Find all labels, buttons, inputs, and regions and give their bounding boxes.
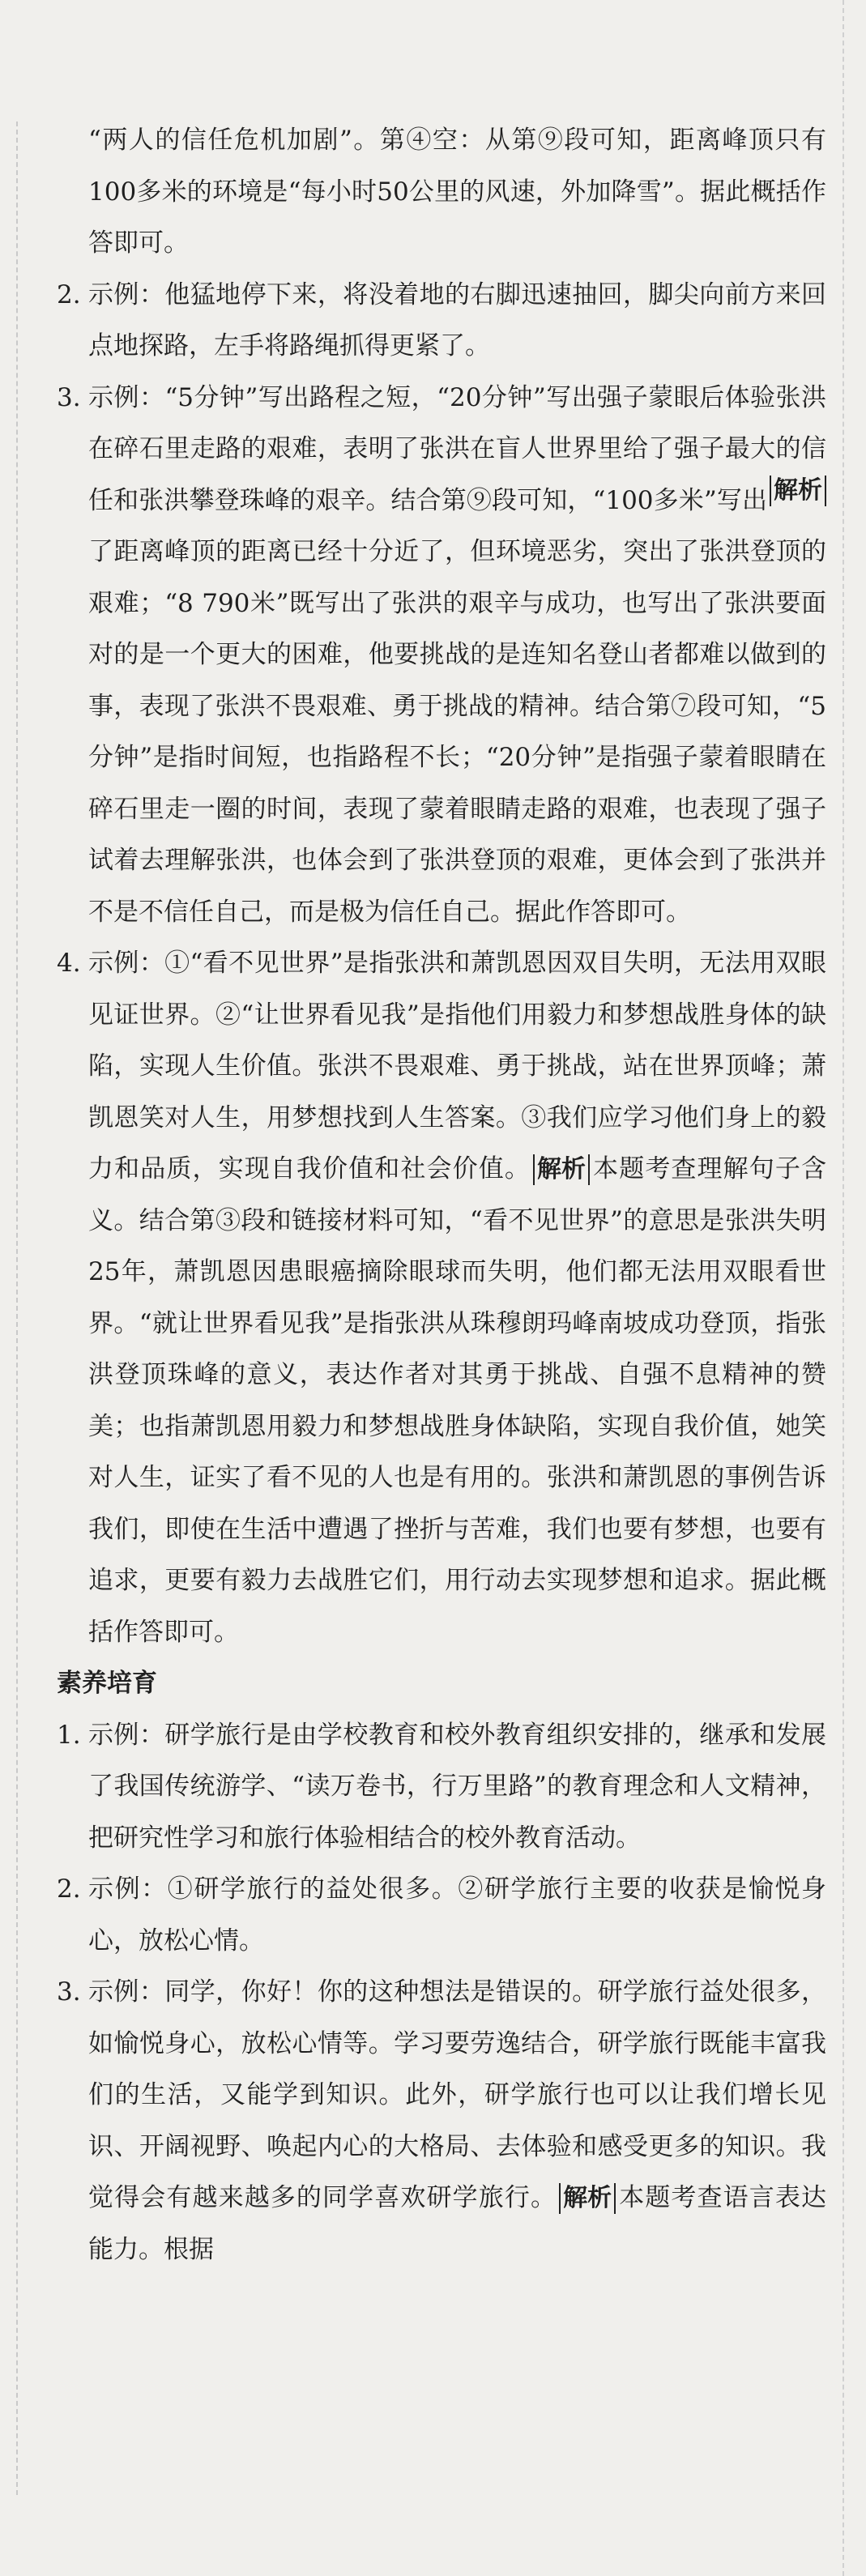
answer-item-4 xyxy=(57,938,826,1658)
item-text: 示例：同学，你好！你的这种想法是错误的。研学旅行益处很多，如愉悦身心，放松心情等。学习要劳逸结合，研学旅行既能丰富我们的生活，又能学到知识。此外，研学旅行也可以让我们增长见识、开阔视野、唤起内心的大格局、去体验和感受更多的知识。我觉得会有越来越多的同学喜欢研学旅行。 xyxy=(88,1977,826,2212)
item-text: 示例：“5分钟”写出路程之短，“20分钟”写出强子蒙眼后体验张洪在碎石里走路的艰难，表明了张洪在盲人世界里给了强子最大的信任和张洪攀登珠峰的艰辛。 xyxy=(88,382,826,515)
analysis-tag: 解析 xyxy=(559,2183,616,2214)
analysis-tag: 解析 xyxy=(770,476,826,506)
answer-item-2 xyxy=(57,270,826,373)
analysis-tag: 解析 xyxy=(533,1154,590,1185)
item-text: 示例：研学旅行是由学校教育和校外教育组织安排的，继承和发展了我国传统游学、“读万卷书，行万里路”的教育理念和人文精神，把研究性学习和旅行体验相结合的校外教育活动。 xyxy=(88,1720,826,1853)
item-number: 3. xyxy=(57,1977,81,2007)
section-heading: 素养培育 xyxy=(57,1669,157,1698)
continued-paragraph-text: “两人的信任危机加剧”。第④空：从第⑨段可知，距离峰顶只有100多米的环境是“每小时50公里的风速，外加降雪”。据此概括作答即可。 xyxy=(88,126,826,258)
analysis-text: 本题考查理解句子含义。结合第③段和链接材料可知，“看不见世界”的意思是张洪失明25年，萧凯恩因患眼癌摘除眼球而失明，他们都无法用双眼看世界。“就让世界看见我”是指张洪从珠穆朗玛峰南坡成功登顶，指张洪登顶珠峰的意义，表达作者对其勇于挑战、自强不息精神的赞美；也指萧凯恩用毅力和梦想战胜身体缺陷，实现自我价值，她笑对人生，证实了看不见的人也是有用的。张洪和萧凯恩的事例告诉我们，即使在生活中遭遇了挫折与苦难，我们也要有梦想，也要有追求，更要有毅力去战胜它们，用行动去实现梦想和追求。据此概括作答即可。 xyxy=(88,1154,827,1647)
continued-paragraph xyxy=(57,115,826,270)
item-text: 示例：①“看不见世界”是指张洪和萧凯恩因双目失明，无法用双眼见证世界。②“让世界看见我”是指他们用毅力和梦想战胜身体的缺陷，实现人生价值。张洪不畏艰难、勇于挑战，站在世界顶峰；萧凯恩笑对人生，用梦想找到人生答案。③我们应学习他们身上的毅力和品质，实现自我价值和社会价值。 xyxy=(88,949,826,1184)
item-text: 示例：①研学旅行的益处很多。②研学旅行主要的收获是愉悦身心，放松心情。 xyxy=(88,1874,826,1955)
analysis-text: 本题考查语言表达能力。根据 xyxy=(88,2183,827,2264)
item-number: 2. xyxy=(57,1874,81,1904)
answer-content xyxy=(57,115,826,2275)
item-number: 2. xyxy=(57,279,81,309)
section-item-3 xyxy=(57,1967,826,2275)
item-text: 示例：他猛地停下来，将没着地的右脚迅速抽回，脚尖向前方来回点地探路，左手将路绳抓得更紧了。 xyxy=(88,279,826,360)
answer-item-3 xyxy=(57,373,826,939)
item-number: 3. xyxy=(57,382,81,412)
section-item-2 xyxy=(57,1864,826,1967)
analysis-text: 结合第⑨段可知，“100多米”写出了距离峰顶的距离已经十分近了，但环境恶劣，突出了张洪登顶的艰难；“8 790米”既写出了张洪的艰辛与成功，也写出了张洪要面对的是一个更大的困难，他要挑战的是连知名登山者都难以做到的事，表现了张洪不畏艰难、勇于挑战的精神。结合第⑦段可知，“5分钟”是指时间短，也指路程不长；“20分钟”是指强子蒙着眼睛在碎石里走一圈的时间，表现了蒙着眼睛走路的艰难，也表现了强子试着去理解张洪，也体会到了张洪登顶的艰难，更体会到了张洪并不是不信任自己，而是极为信任自己。据此作答即可。 xyxy=(88,485,826,927)
item-number: 1. xyxy=(57,1720,81,1750)
section-item-1 xyxy=(57,1710,826,1865)
item-number: 4. xyxy=(57,949,81,978)
binding-dashed-line-left xyxy=(16,122,18,2495)
binding-dashed-line-right xyxy=(843,0,844,2576)
